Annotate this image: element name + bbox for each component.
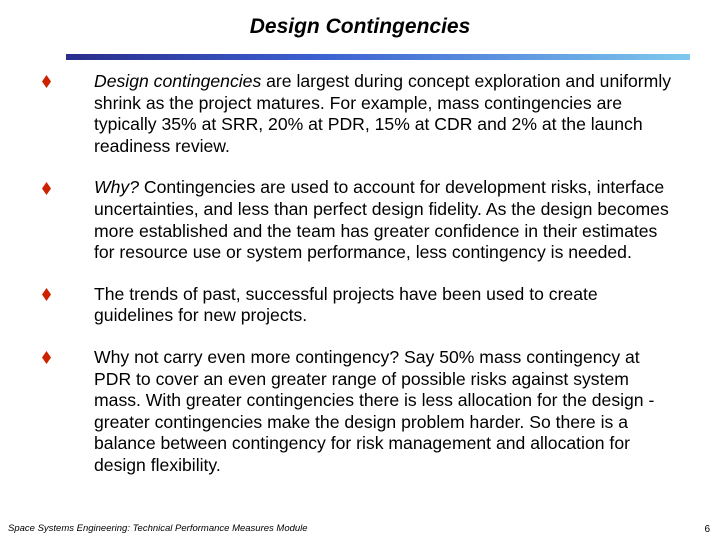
bullet-list — [37, 71, 677, 497]
footer-module-title: Space Systems Engineering: Technical Performance Measures Module — [8, 523, 308, 534]
diamond-bullet-icon — [37, 284, 55, 306]
title-underline-rule — [66, 54, 690, 60]
bullet-body-text: are largest during concept exploration and uniformly shrink as the project matures. For example, mass contingencies are typically 35% at SRR, 20% at PDR, 15% at CDR and 2% at the launch readiness review. — [94, 71, 672, 156]
page-number: 6 — [704, 524, 710, 535]
slide-title: Design Contingencies — [249, 15, 471, 38]
bullet-body-text: Contingencies are used to account for development risks, interface uncertainties, and less than perfect design fidelity. As the design becomes more established and the team has greater confidence in their estimates for resource use or system performance, less contingency is needed. — [94, 177, 669, 263]
bullet-body-text: The trends of past, successful projects have been used to create guidelines for new projects. — [94, 283, 598, 326]
bullet-lead-text: Design contingencies — [94, 71, 262, 91]
diamond-bullet-icon — [37, 71, 55, 93]
bullet-item — [37, 71, 677, 157]
bullet-body-text: Why not carry even more contingency? Say 50% mass contingency at PDR to cover an even greater range of possible risks against system mass. With greater contingencies there is less allocation for the design - greater contingencies make the design problem harder. So there is a balance between contingency for risk management and allocation for design flexibility. — [94, 346, 655, 475]
diamond-bullet-icon — [37, 177, 55, 199]
diamond-bullet-icon — [37, 347, 55, 369]
bullet-item — [37, 347, 677, 477]
bullet-item — [37, 284, 677, 327]
bullet-lead-text: Why? — [94, 177, 139, 198]
bullet-item — [37, 177, 677, 263]
